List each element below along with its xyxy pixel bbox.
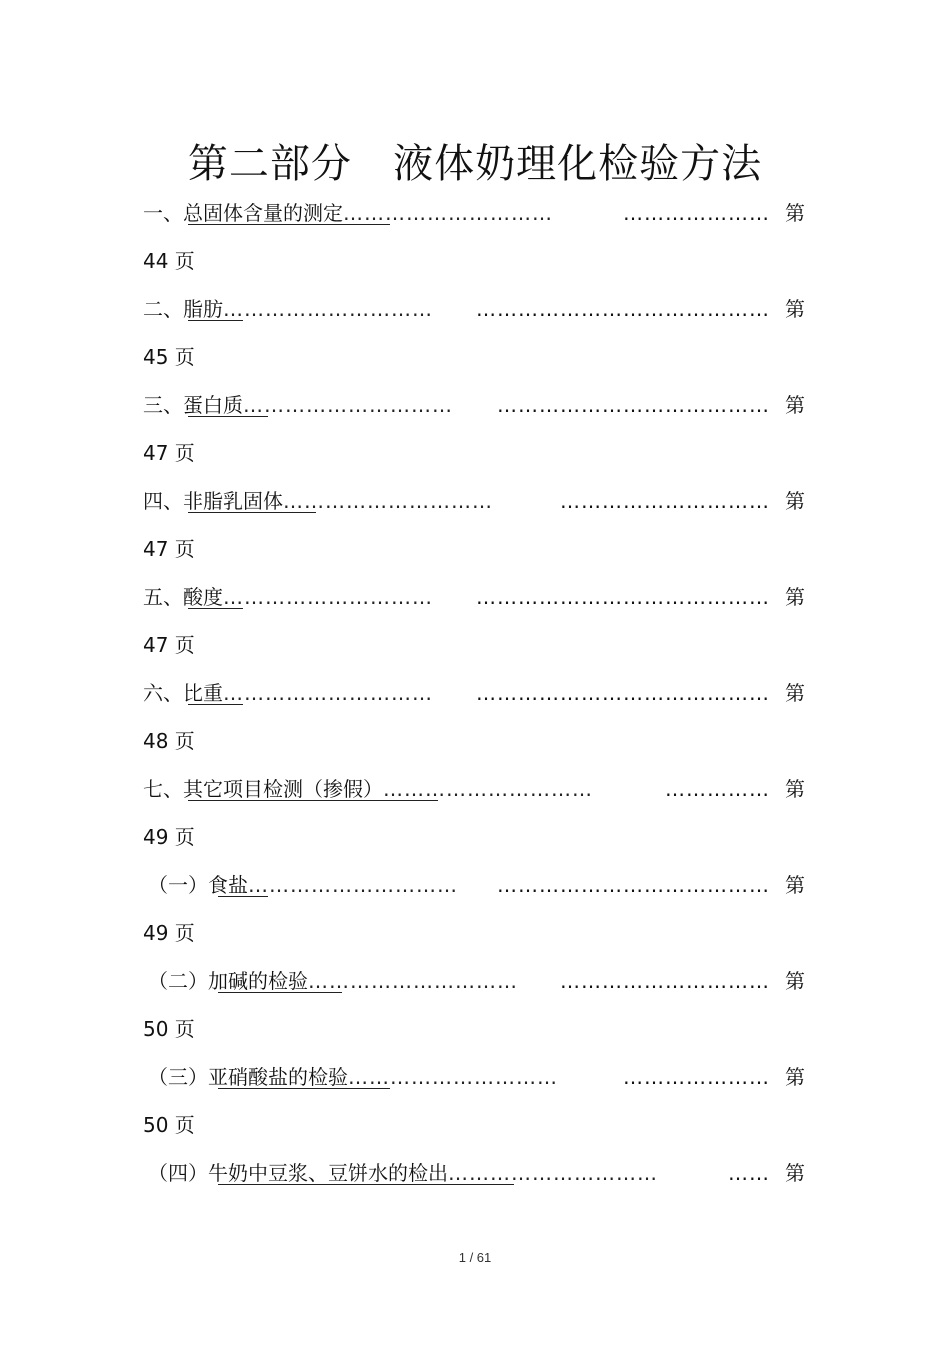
toc-leader-dots: ………………………… <box>283 489 493 513</box>
toc-entry-title: 食盐 <box>208 873 248 897</box>
toc-entry-line <box>143 774 593 804</box>
title-underline <box>218 896 268 897</box>
toc-entry-line <box>148 1158 658 1188</box>
toc-entry-number: （四） <box>148 1161 208 1185</box>
toc-entry[interactable] <box>0 966 950 1062</box>
toc-page-prefix: 第 <box>785 1161 805 1185</box>
toc-entry-number: 一、 <box>143 201 183 225</box>
toc-page-number: 47 页 <box>143 633 195 657</box>
toc-leader-dots: ………………………… <box>243 393 453 417</box>
toc-entry-title: 蛋白质 <box>183 393 243 417</box>
toc-entry-number: 五、 <box>143 585 183 609</box>
toc-entry-number: （三） <box>148 1065 208 1089</box>
toc-entry-title: 非脂乳固体 <box>183 489 283 513</box>
toc-page-number: 48 页 <box>143 729 195 753</box>
toc-leader-dots: ………………… <box>623 201 770 225</box>
toc-entry-number: 三、 <box>143 393 183 417</box>
toc-entry-line <box>143 582 433 612</box>
toc-leader-dots: …………………………………… <box>476 297 770 321</box>
toc-entry-title: 加碱的检验 <box>208 969 308 993</box>
toc-entry[interactable] <box>0 486 950 582</box>
toc-leader-dots: ………………… <box>623 1065 770 1089</box>
toc-entry-line <box>143 678 433 708</box>
toc-entry-line <box>143 294 433 324</box>
toc-leader-dots: ………………………… <box>343 201 553 225</box>
toc-page-number: 49 页 <box>143 921 195 945</box>
title-underline <box>188 704 243 705</box>
toc-entry-title: 脂肪 <box>183 297 223 321</box>
toc-entry-line <box>148 1062 558 1092</box>
toc-leader-dots: ………………………… <box>348 1065 558 1089</box>
toc-leader-dots: …………………………………… <box>476 585 770 609</box>
title-underline <box>188 512 316 513</box>
page-footer-number: 1 / 61 <box>458 1250 492 1265</box>
toc-page-prefix: 第 <box>785 585 805 609</box>
toc-entry-line <box>143 390 453 420</box>
toc-page-number: 47 页 <box>143 441 195 465</box>
toc-entry-title: 比重 <box>183 681 223 705</box>
title-underline <box>218 1088 390 1089</box>
toc-entry[interactable] <box>0 870 950 966</box>
toc-entry-line <box>143 486 493 516</box>
toc-page-prefix: 第 <box>785 297 805 321</box>
toc-page-prefix: 第 <box>785 1065 805 1089</box>
toc-leader-dots: ………………………… <box>560 969 770 993</box>
toc-entry-number: （二） <box>148 969 208 993</box>
toc-entry-number: 二、 <box>143 297 183 321</box>
toc-page-number: 45 页 <box>143 345 195 369</box>
title-underline <box>188 800 438 801</box>
toc-leader-dots: ………………………… <box>223 297 433 321</box>
toc-entry-number: （一） <box>148 873 208 897</box>
toc-leader-dots: ………………………… <box>383 777 593 801</box>
toc-leader-dots: ………………………………… <box>497 393 770 417</box>
toc-page-prefix: 第 <box>785 969 805 993</box>
toc-leader-dots: …………… <box>665 777 770 801</box>
toc-entry[interactable] <box>0 1158 950 1254</box>
toc-page-prefix: 第 <box>785 393 805 417</box>
toc-entry-title: 亚硝酸盐的检验 <box>208 1065 348 1089</box>
title-underline <box>188 416 268 417</box>
toc-page-prefix: 第 <box>785 489 805 513</box>
title-underline <box>218 992 342 993</box>
toc-leader-dots: …………………………………… <box>476 681 770 705</box>
toc-entry[interactable] <box>0 582 950 678</box>
toc-leader-dots: ………………………… <box>560 489 770 513</box>
toc-entry-title: 牛奶中豆浆、豆饼水的检出 <box>208 1161 448 1185</box>
toc-entry[interactable] <box>0 390 950 486</box>
toc-leader-dots: ………………………… <box>448 1161 658 1185</box>
page-title: 第二部分 液体奶理化检验方法 <box>187 141 763 187</box>
toc-page-prefix: 第 <box>785 777 805 801</box>
toc-page-number: 49 页 <box>143 825 195 849</box>
toc-leader-dots: ………………………… <box>308 969 518 993</box>
toc-page-number: 44 页 <box>143 249 195 273</box>
toc-leader-dots: ………………………………… <box>497 873 770 897</box>
toc-entry-number: 七、 <box>143 777 183 801</box>
toc-entry-line <box>148 870 458 900</box>
toc-entry-title: 总固体含量的测定 <box>183 201 343 225</box>
toc-entry[interactable] <box>0 198 950 294</box>
toc-leader-dots: ………………………… <box>248 873 458 897</box>
title-underline <box>188 224 390 225</box>
title-underline <box>188 608 243 609</box>
title-underline <box>188 320 243 321</box>
toc-page-number: 50 页 <box>143 1017 195 1041</box>
toc-page-prefix: 第 <box>785 873 805 897</box>
toc-page-prefix: 第 <box>785 201 805 225</box>
toc-entry-title: 酸度 <box>183 585 223 609</box>
toc-entry-title: 其它项目检测（掺假） <box>183 777 383 801</box>
toc-page-prefix: 第 <box>785 681 805 705</box>
toc-page-number: 47 页 <box>143 537 195 561</box>
toc-entry-number: 四、 <box>143 489 183 513</box>
toc-entry[interactable] <box>0 678 950 774</box>
toc-entry-number: 六、 <box>143 681 183 705</box>
toc-leader-dots: ………………………… <box>223 681 433 705</box>
toc-entry[interactable] <box>0 774 950 870</box>
toc-entry-line <box>148 966 518 996</box>
title-underline <box>218 1184 514 1185</box>
toc-page-number: 50 页 <box>143 1113 195 1137</box>
toc-entry-line <box>143 198 553 228</box>
toc-entry[interactable] <box>0 294 950 390</box>
toc-leader-dots: ………………………… <box>223 585 433 609</box>
toc-entry[interactable] <box>0 1062 950 1158</box>
toc-leader-dots: …… <box>728 1161 770 1185</box>
